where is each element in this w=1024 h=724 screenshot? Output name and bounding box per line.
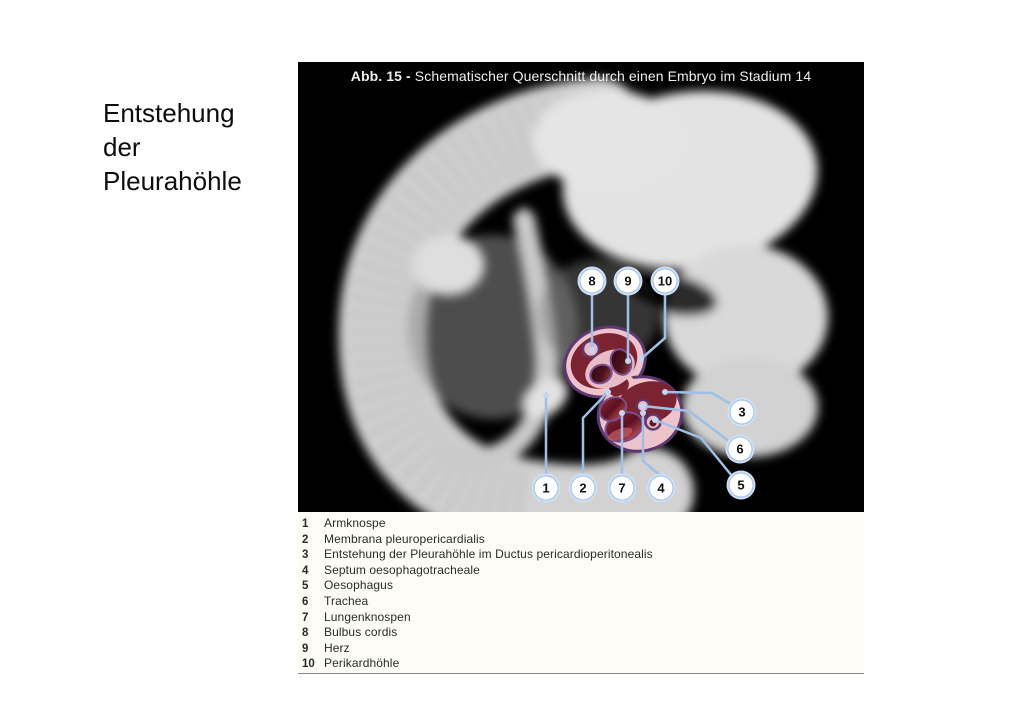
embryo-figure [298, 62, 864, 512]
leader-dot-2 [605, 389, 611, 395]
figure-legend [298, 512, 864, 674]
legend-row [302, 656, 864, 672]
legend-label: Lungenknospen [324, 609, 411, 624]
callout-number-6: 6 [736, 441, 744, 457]
legend-number: 3 [302, 549, 309, 562]
callout-8 [578, 267, 607, 296]
legend-label: Trachea [324, 593, 369, 608]
callout-number-4: 4 [657, 480, 665, 496]
callout-7 [608, 474, 637, 503]
leader-dot-10 [638, 356, 644, 362]
legend-number: 8 [302, 627, 309, 640]
figure-caption-text: Schematischer Querschnitt durch einen Embryo im Stadium 14 [410, 68, 812, 84]
callout-number-3: 3 [738, 404, 746, 420]
callout-1 [532, 474, 561, 503]
callout-number-9: 9 [624, 273, 632, 289]
leader-dot-6 [640, 403, 646, 409]
legend-label: Perikardhöhle [324, 656, 400, 671]
legend-number: 7 [302, 611, 309, 624]
callout-number-7: 7 [618, 480, 626, 496]
legend-label: Entstehung der Pleurahöhle im Ductus pericardioperitonealis [324, 547, 653, 562]
callout-4 [647, 474, 676, 503]
legend-row [302, 547, 864, 563]
leader-dot-4 [640, 410, 646, 416]
legend-row [302, 641, 864, 657]
callout-number-2: 2 [579, 480, 587, 496]
legend-row [302, 532, 864, 548]
callout-number-5: 5 [737, 477, 745, 493]
legend-row [302, 516, 864, 532]
legend-row [302, 578, 864, 594]
leader-dot-1 [543, 392, 549, 398]
callout-10 [651, 267, 680, 296]
legend-row [302, 594, 864, 610]
legend-number: 10 [302, 658, 315, 671]
legend-number: 4 [302, 564, 309, 577]
legend-row [302, 610, 864, 626]
legend-label: Oesophagus [324, 578, 394, 593]
legend-label: Herz [324, 640, 350, 655]
legend-number: 5 [302, 580, 309, 593]
embryo-illustration [298, 62, 864, 512]
legend-row [302, 625, 864, 641]
legend-row [302, 563, 864, 579]
callout-number-10: 10 [657, 273, 673, 289]
figure-caption [298, 68, 864, 84]
legend-label: Bulbus cordis [324, 625, 398, 640]
leader-dot-8 [589, 347, 595, 353]
callout-6 [726, 435, 755, 464]
callout-number-1: 1 [542, 480, 550, 496]
callout-2 [569, 474, 598, 503]
callout-3 [728, 398, 757, 427]
callout-5 [727, 471, 756, 500]
leader-dot-7 [619, 410, 625, 416]
leader-dot-3 [662, 389, 668, 395]
legend-label: Membrana pleuropericardialis [324, 531, 485, 546]
callout-9 [614, 267, 643, 296]
legend-number: 9 [302, 642, 309, 655]
slide-title: Entstehung der Pleurahöhle [103, 98, 242, 196]
leader-dot-9 [625, 358, 631, 364]
figure-block [298, 62, 864, 674]
legend-number: 6 [302, 595, 309, 608]
callout-number-8: 8 [588, 273, 596, 289]
leader-dot-5 [652, 417, 658, 423]
legend-label: Septum oesophagotracheale [324, 562, 480, 577]
legend-number: 2 [302, 533, 309, 546]
legend-label: Armknospe [324, 516, 386, 530]
figure-number-label: Abb. 15 - [350, 68, 411, 84]
legend-number: 1 [302, 518, 309, 530]
